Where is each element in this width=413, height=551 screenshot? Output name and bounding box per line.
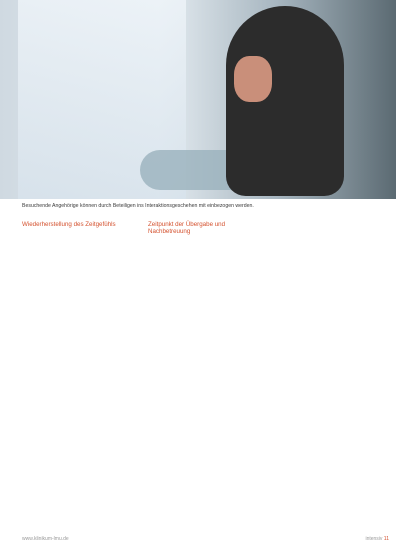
article-column-1 (22, 217, 136, 230)
photo-caption (22, 203, 396, 210)
subheading-uebergabe: Zeitpunkt der Übergabe und Nachbetreuung (148, 221, 226, 236)
person-face (234, 56, 272, 102)
page-number: 11 (383, 536, 389, 542)
hero-photo (0, 0, 396, 199)
footer-page-info (365, 536, 389, 542)
subheading-zeitgefuehl: Wiederherstellung des Zeitgefühls (22, 221, 116, 228)
vertical-credit-text (401, 2, 411, 547)
footer-section-label: intensiv (365, 536, 383, 542)
article-column-2 (148, 217, 262, 237)
photo-credit (2, 176, 14, 196)
footer-url: www.klinikum-lmu.de (22, 536, 69, 542)
caption-text: Besuchende Angehörige können durch Beteiligen ins Interaktionsgeschehen mit einbezogen werden. (22, 203, 254, 209)
